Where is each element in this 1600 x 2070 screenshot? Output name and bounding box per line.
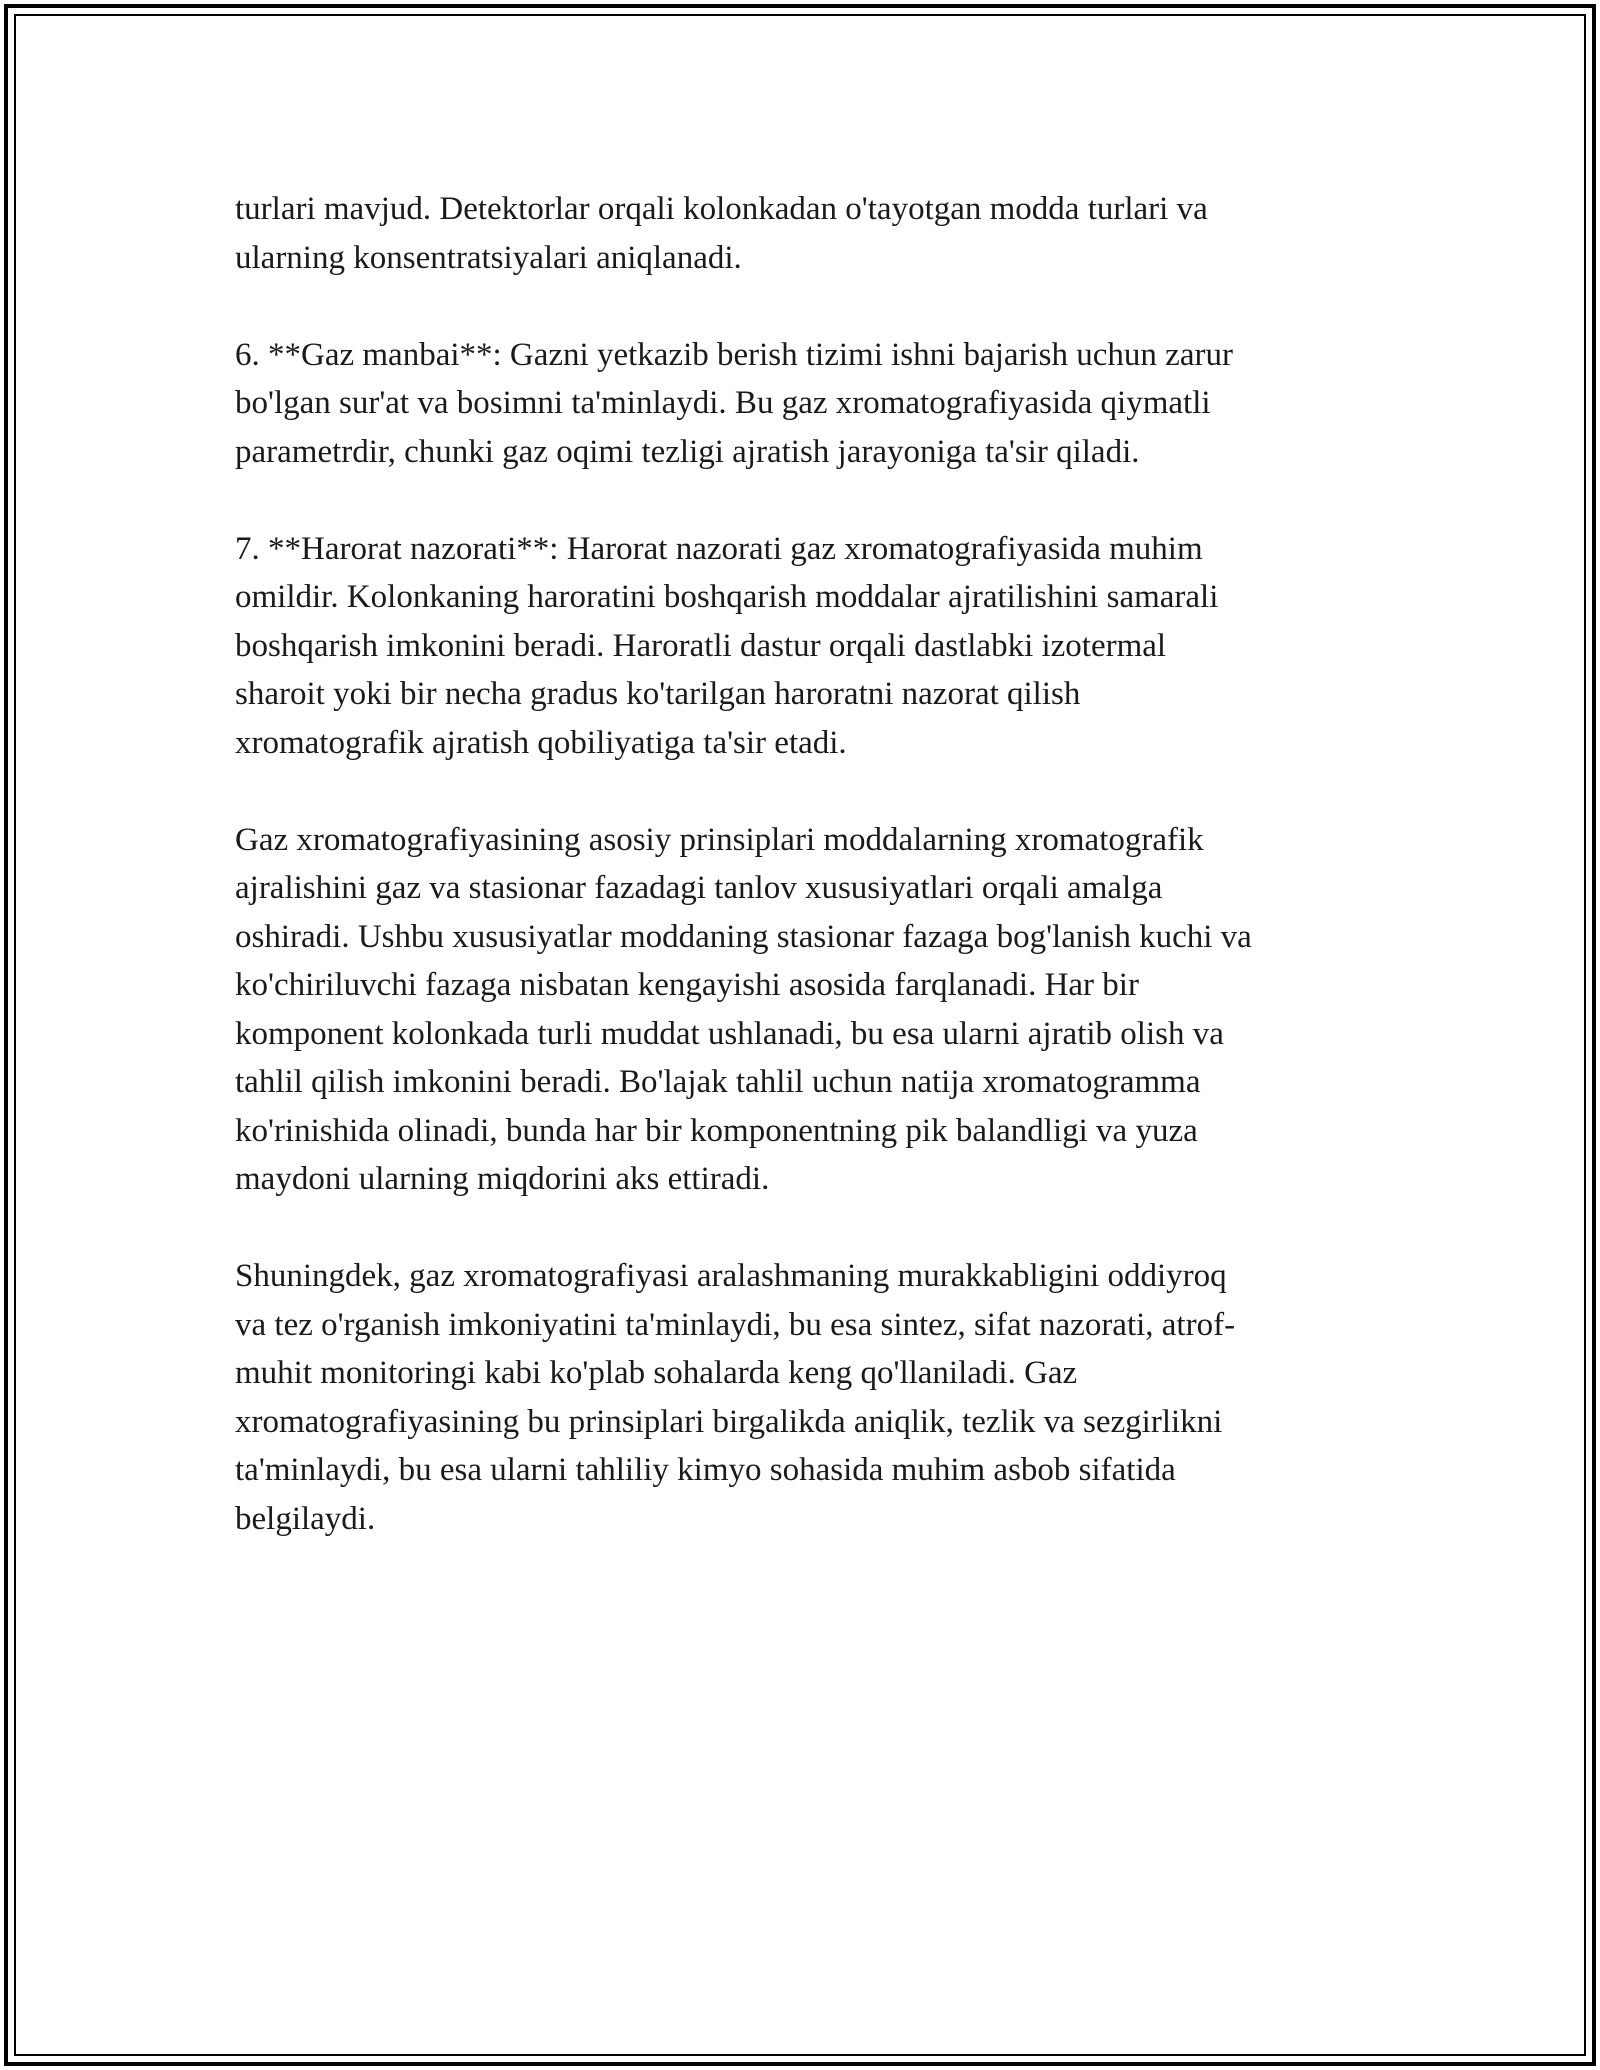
- paragraph-gas-source: 6. **Gaz manbai**: Gazni yetkazib berish tizimi ishni bajarish uchun zarur bo'lgan sur'at va bosimni ta'minlaydi. Bu gaz xromatografiyasida qiymatli parametrdir, chunki gaz oqimi tezligi ajratish jarayoniga ta'sir qiladi.: [235, 336, 1233, 470]
- paragraph-principles: Gaz xromatografiyasining asosiy prinsiplari moddalarning xromatografik ajralishini gaz va stasionar fazadagi tanlov xususiyatlari orqali amalga oshiradi. Ushbu xususiyatlar moddaning stasionar fazaga bog'lanish kuchi va ko'chiriluvchi fazaga nisbatan kengayishi asosida farqlanadi. Har bir komponent kolonkada turli muddat ushlanadi, bu esa ularni ajratib olish va tahlil qilish imkonini beradi. Bo'lajak tahlil uchun natija xromatogramma ko'rinishida olinadi, bunda har bir komponentning pik balandligi va yuza maydoni ularning miqdorini aks ettiradi.: [235, 821, 1252, 1197]
- paragraph-detectors-continued: turlari mavjud. Detektorlar orqali kolonkadan o'tayotgan modda turlari va ularning konsentratsiyalari aniqlanadi.: [235, 191, 1208, 276]
- paragraph-temperature-control: 7. **Harorat nazorati**: Harorat nazorati gaz xromatografiyasida muhim omildir. Kolonkaning haroratini boshqarish moddalar ajratilishini samarali boshqarish imkonini beradi. Haroratli dastur orqali dastlabki izotermal sharoit yoki bir necha gradus ko'tarilgan haroratni nazorat qilish xromatografik ajratish qobiliyatiga ta'sir etadi.: [235, 530, 1219, 761]
- paragraph-conclusion: Shuningdek, gaz xromatografiyasi aralashmaning murakkabligini oddiyroq va tez o'rganish imkoniyatini ta'minlaydi, bu esa sintez, sifat nazorati, atrof- muhit monitoringi kabi ko'plab sohalarda keng qo'llaniladi. Gaz xromatografiyasining bu prinsiplari birgalikda aniqlik, tezlik va sezgirlikni ta'minlaydi, bu esa ularni tahliliy kimyo sohasida muhim asbob sifatida belgilaydi.: [235, 1258, 1236, 1537]
- document-body: [235, 185, 1385, 1592]
